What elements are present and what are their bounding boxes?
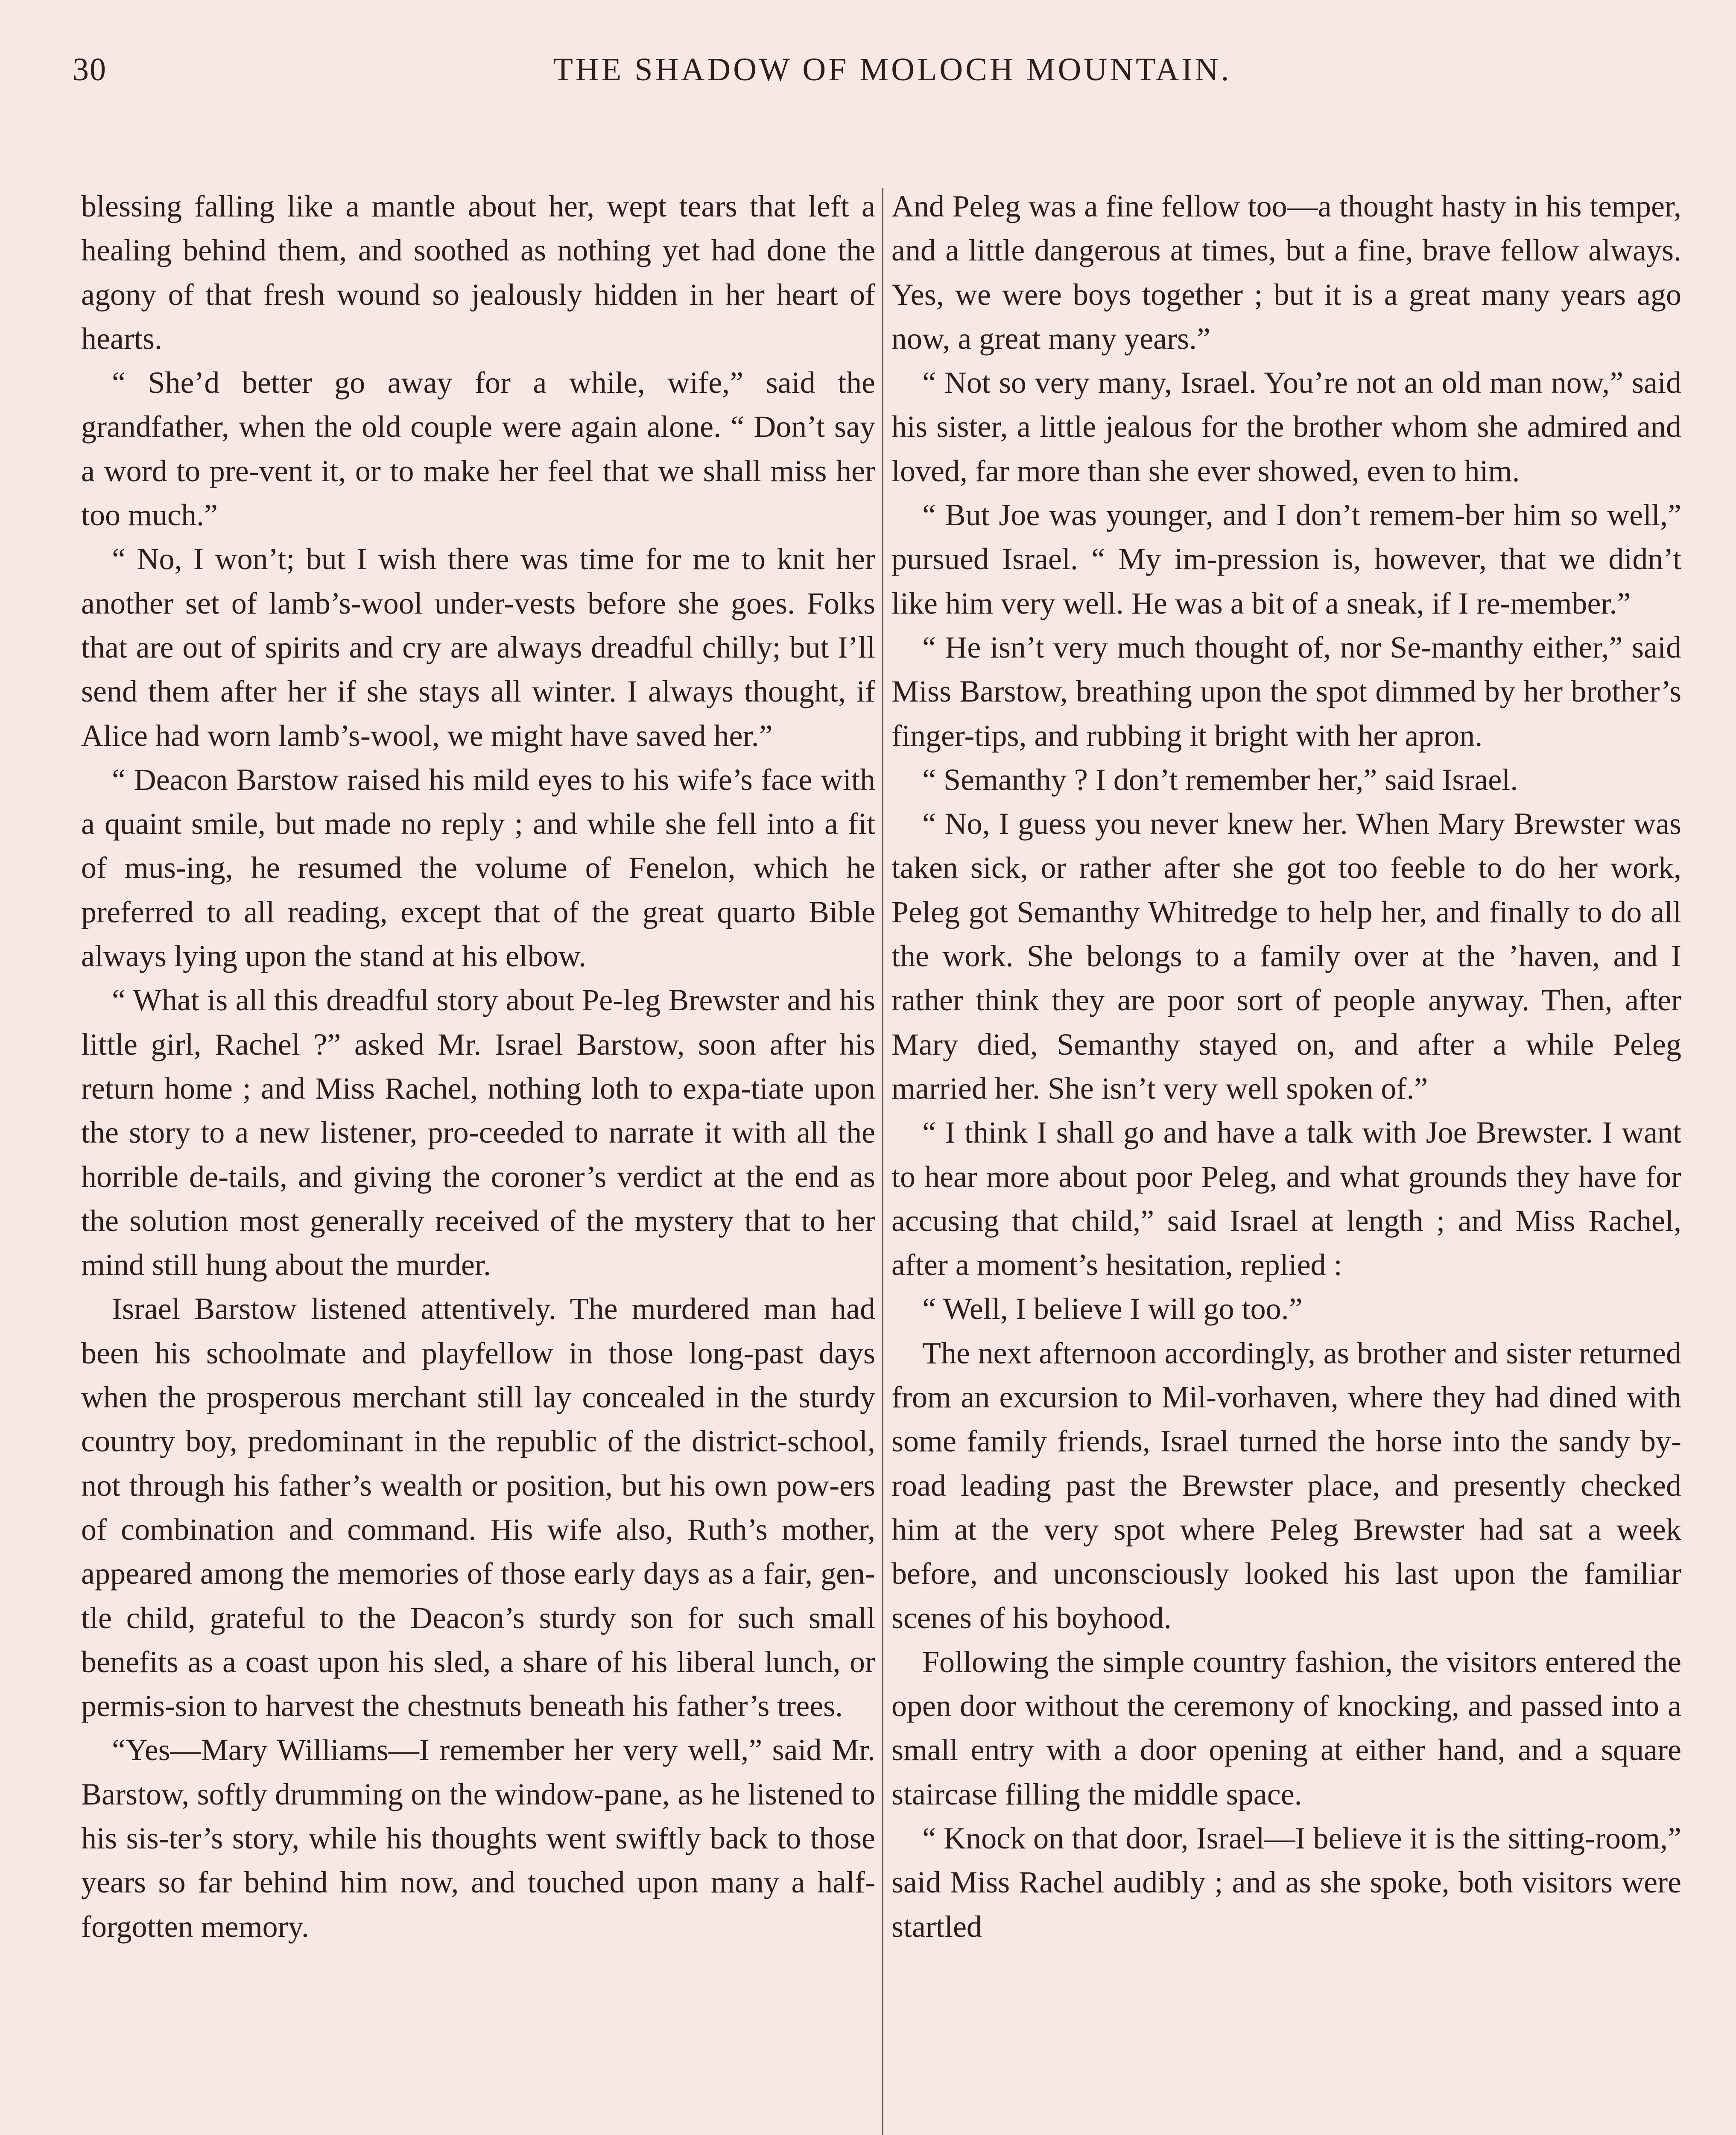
paragraph: blessing falling like a mantle about her, wept tears that left a healing behind them, and soothed as nothing yet had done the agony of that fresh wound so jealously hidden in her heart of hearts.: [81, 189, 875, 356]
paragraph: “ No, I won’t; but I wish there was time for me to knit her another set of lamb’s-wool under-vests before she goes. Folks that are out of spirits and cry are always dreadful chilly; but I’ll send them after her if she stays all winter. I always thought, if Alice had worn lamb’s-wool, we might have saved her.”: [81, 542, 875, 753]
paragraph: “ Not so very many, Israel. You’re not an old man now,” said his sister, a little jealous for the brother whom she admired and loved, far more than she ever showed, even to him.: [891, 366, 1681, 488]
paragraph: “ I think I shall go and have a talk with Joe Brewster. I want to hear more about poor Peleg, and what grounds they have for accusing that child,” said Israel at length ; and Miss Rachel, after a moment’s hesitation, replied :: [891, 1115, 1681, 1282]
column-divider: [882, 188, 883, 2135]
page-header: [73, 51, 1686, 111]
paragraph: “ But Joe was younger, and I don’t remem-ber him so well,” pursued Israel. “ My im-pression is, however, that we didn’t like him very well. He was a bit of a sneak, if I re-member.”: [891, 498, 1681, 620]
paragraph: The next afternoon accordingly, as brother and sister returned from an excursion to Mil-vorhaven, where they had dined with some family friends, Israel turned the horse into the sandy by-road leading past the Brewster place, and presently checked him at the very spot where Peleg Brewster had sat a week before, and unconsciously looked his last upon the familiar scenes of his boyhood.: [891, 1336, 1681, 1635]
left-text-column: [81, 184, 875, 2135]
paragraph: “ Deacon Barstow raised his mild eyes to his wife’s face with a quaint smile, but made no reply ; and while she fell into a fit of mus-ing, he resumed the volume of Fenelon, which he preferred to all reading, except that of the great quarto Bible always lying upon the stand at his elbow.: [81, 762, 875, 974]
paragraph: “ Knock on that door, Israel—I believe it is the sitting-room,” said Miss Rachel audibly ; and as she spoke, both visitors were startled: [891, 1821, 1681, 1944]
paragraph: “ He isn’t very much thought of, nor Se-manthy either,” said Miss Barstow, breathing upon the spot dimmed by her brother’s finger-tips, and rubbing it bright with her apron.: [891, 630, 1681, 753]
paragraph: And Peleg was a fine fellow too—a thought hasty in his temper, and a little dangerous at times, but a fine, brave fellow always. Yes, we were boys together ; but it is a great many years ago now, a great many years.”: [891, 189, 1681, 356]
paragraph: “ What is all this dreadful story about Pe-leg Brewster and his little girl, Rachel ?” asked Mr. Israel Barstow, soon after his return home ; and Miss Rachel, nothing loth to expa-tiate upon the story to a new listener, pro-ceeded to narrate it with all the horrible de-tails, and giving the coroner’s verdict at the end as the solution most generally received of the mystery that to her mind still hung about the murder.: [81, 983, 875, 1282]
paragraph: Israel Barstow listened attentively. The murdered man had been his schoolmate and playfellow in those long-past days when the prosperous merchant still lay concealed in the sturdy country boy, predominant in the republic of the district-school, not through his father’s wealth or position, but his own pow-ers of combination and command. His wife also, Ruth’s mother, appeared among the memories of those early days as a fair, gen-tle child, grateful to the Deacon’s sturdy son for such small benefits as a coast upon his sled, a share of his liberal lunch, or permis-sion to harvest the chestnuts beneath his father’s trees.: [81, 1292, 875, 1723]
paragraph: “ No, I guess you never knew her. When Mary Brewster was taken sick, or rather after she got too feeble to do her work, Peleg got Semanthy Whitredge to help her, and finally to do all the work. She belongs to a family over at the ’haven, and I rather think they are poor sort of people anyway. Then, after Mary died, Semanthy stayed on, and after a while Peleg married her. She isn’t very well spoken of.”: [891, 807, 1681, 1106]
paragraph: Following the simple country fashion, the visitors entered the open door without the ceremony of knocking, and passed into a small entry with a door opening at either hand, and a square staircase filling the middle space.: [891, 1644, 1681, 1811]
paragraph: “ Semanthy ? I don’t remember her,” said Israel.: [922, 762, 1518, 797]
paragraph: “ She’d better go away for a while, wife,” said the grandfather, when the old couple were again alone. “ Don’t say a word to pre-vent it, or to make her feel that we shall miss her too much.”: [81, 366, 875, 532]
paragraph: “ Well, I believe I will go too.”: [922, 1292, 1303, 1326]
right-text-column: [891, 184, 1681, 2135]
running-title: THE SHADOW OF MOLOCH MOUNTAIN.: [553, 52, 1232, 88]
page-number: 30: [73, 52, 107, 88]
paragraph: “Yes—Mary Williams—I remember her very well,” said Mr. Barstow, softly drumming on the window-pane, as he listened to his sis-ter’s story, while his thoughts went swiftly back to those years so far behind him now, and touched upon many a half-forgotten memory.: [81, 1733, 875, 1944]
